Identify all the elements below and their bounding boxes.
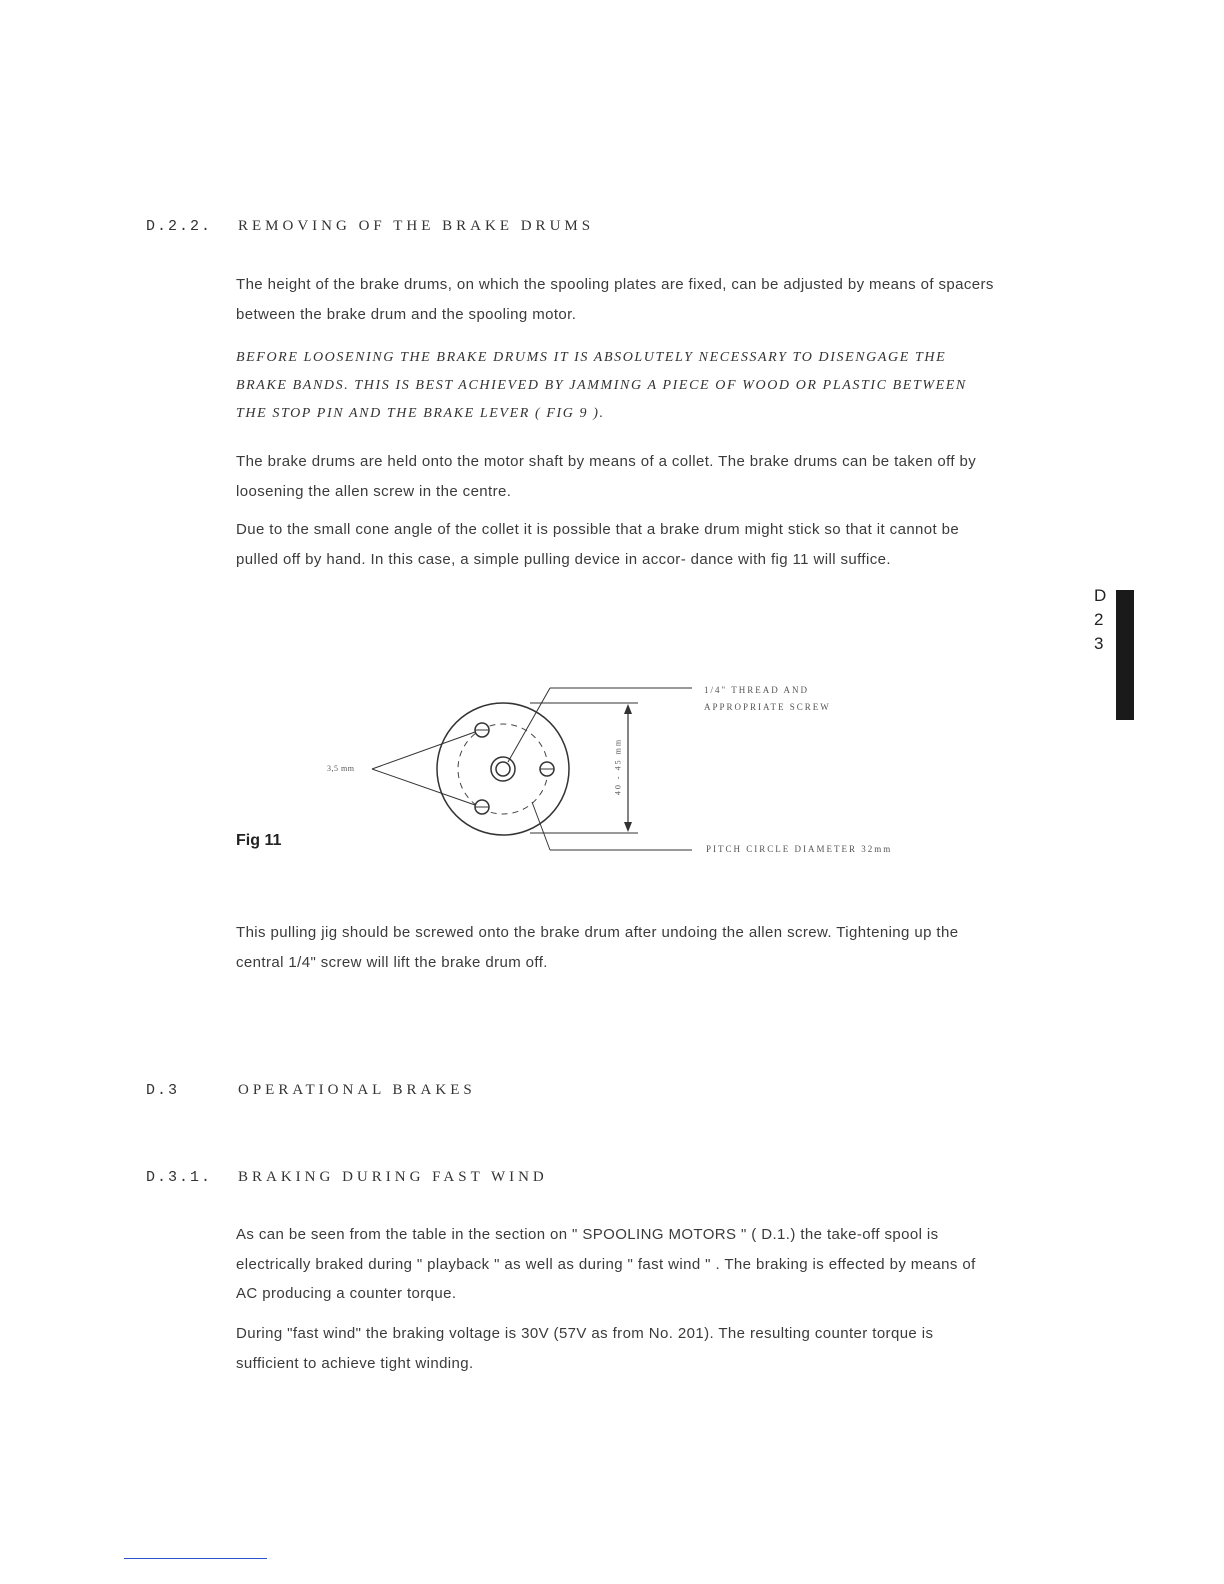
section-number: D.3.1. — [146, 1169, 213, 1186]
section-number: D.2.2. — [146, 218, 213, 235]
pitch-circle — [458, 724, 548, 814]
warning-paragraph: BEFORE LOOSENING THE BRAKE DRUMS IT IS ABSOLUTELY NECESSARY TO DISENGAGE THE BRAKE BANDS. THIS IS BEST ACHIEVED BY JAMMING A PIECE OF WOOD OR PLASTIC BETWEEN THE STOP PIN AND THE BRAKE LEVER ( FIG 9 ). — [236, 350, 967, 421]
thread-label-line2: APPROPRIATE SCREW — [704, 702, 831, 712]
center-screw-inner — [496, 762, 510, 776]
paragraph-pulling-jig: This pulling jig should be screwed onto the brake drum after undoing the allen screw. Tightening up the central 1/4" screw will lift the brake drum off. — [236, 924, 959, 971]
section-title: OPERATIONAL BRAKES — [238, 1082, 476, 1098]
tab-number-2: 2 — [1094, 610, 1104, 629]
height-dimension-label: 40 - 45 mm — [613, 737, 623, 796]
pulling-jig-diagram — [300, 670, 920, 870]
hole-leader-top — [372, 732, 475, 769]
tab-letter-d: D — [1094, 586, 1107, 605]
center-screw-outer — [491, 757, 515, 781]
footer-rule — [124, 1558, 267, 1559]
section-title: REMOVING OF THE BRAKE DRUMS — [238, 218, 595, 234]
paragraph-collet: The brake drums are held onto the motor shaft by means of a collet. The brake drums can be taken off by loosening the allen screw in the centre. — [236, 453, 977, 500]
thread-label-line1: 1/4" THREAD AND — [704, 685, 810, 695]
hole-size-label: 3,5 mm — [327, 764, 355, 773]
figure-label: Fig 11 — [236, 832, 282, 849]
hole-leader-bottom — [372, 769, 475, 805]
paragraph-spooling-motors: As can be seen from the table in the section on " SPOOLING MOTORS " ( D.1.) the take-off spool is electrically braked during " playback " as well as during " fast wind " . The braking is effected by means of AC producing a counter torque. — [236, 1226, 976, 1302]
paragraph-spacers: The height of the brake drums, on which the spooling plates are fixed, can be adjusted by means of spacers between the brake drum and the spooling motor. — [236, 276, 994, 323]
paragraph-braking-voltage: During "fast wind" the braking voltage is 30V (57V as from No. 201). The resulting counter torque is sufficient to achieve tight winding. — [236, 1325, 934, 1372]
section-tab-bar — [1116, 590, 1134, 720]
section-number: D.3 — [146, 1082, 180, 1099]
pitch-circle-label: PITCH CIRCLE DIAMETER 32mm — [706, 844, 893, 854]
pitch-leader — [532, 802, 550, 850]
tab-number-3: 3 — [1094, 634, 1104, 653]
section-title: BRAKING DURING FAST WIND — [238, 1169, 548, 1185]
paragraph-pulling-device: Due to the small cone angle of the collet it is possible that a brake drum might stick so that it cannot be pulled off by hand. In this case, a simple pulling device in accor- dance with fig 11 will suffice. — [236, 521, 960, 568]
